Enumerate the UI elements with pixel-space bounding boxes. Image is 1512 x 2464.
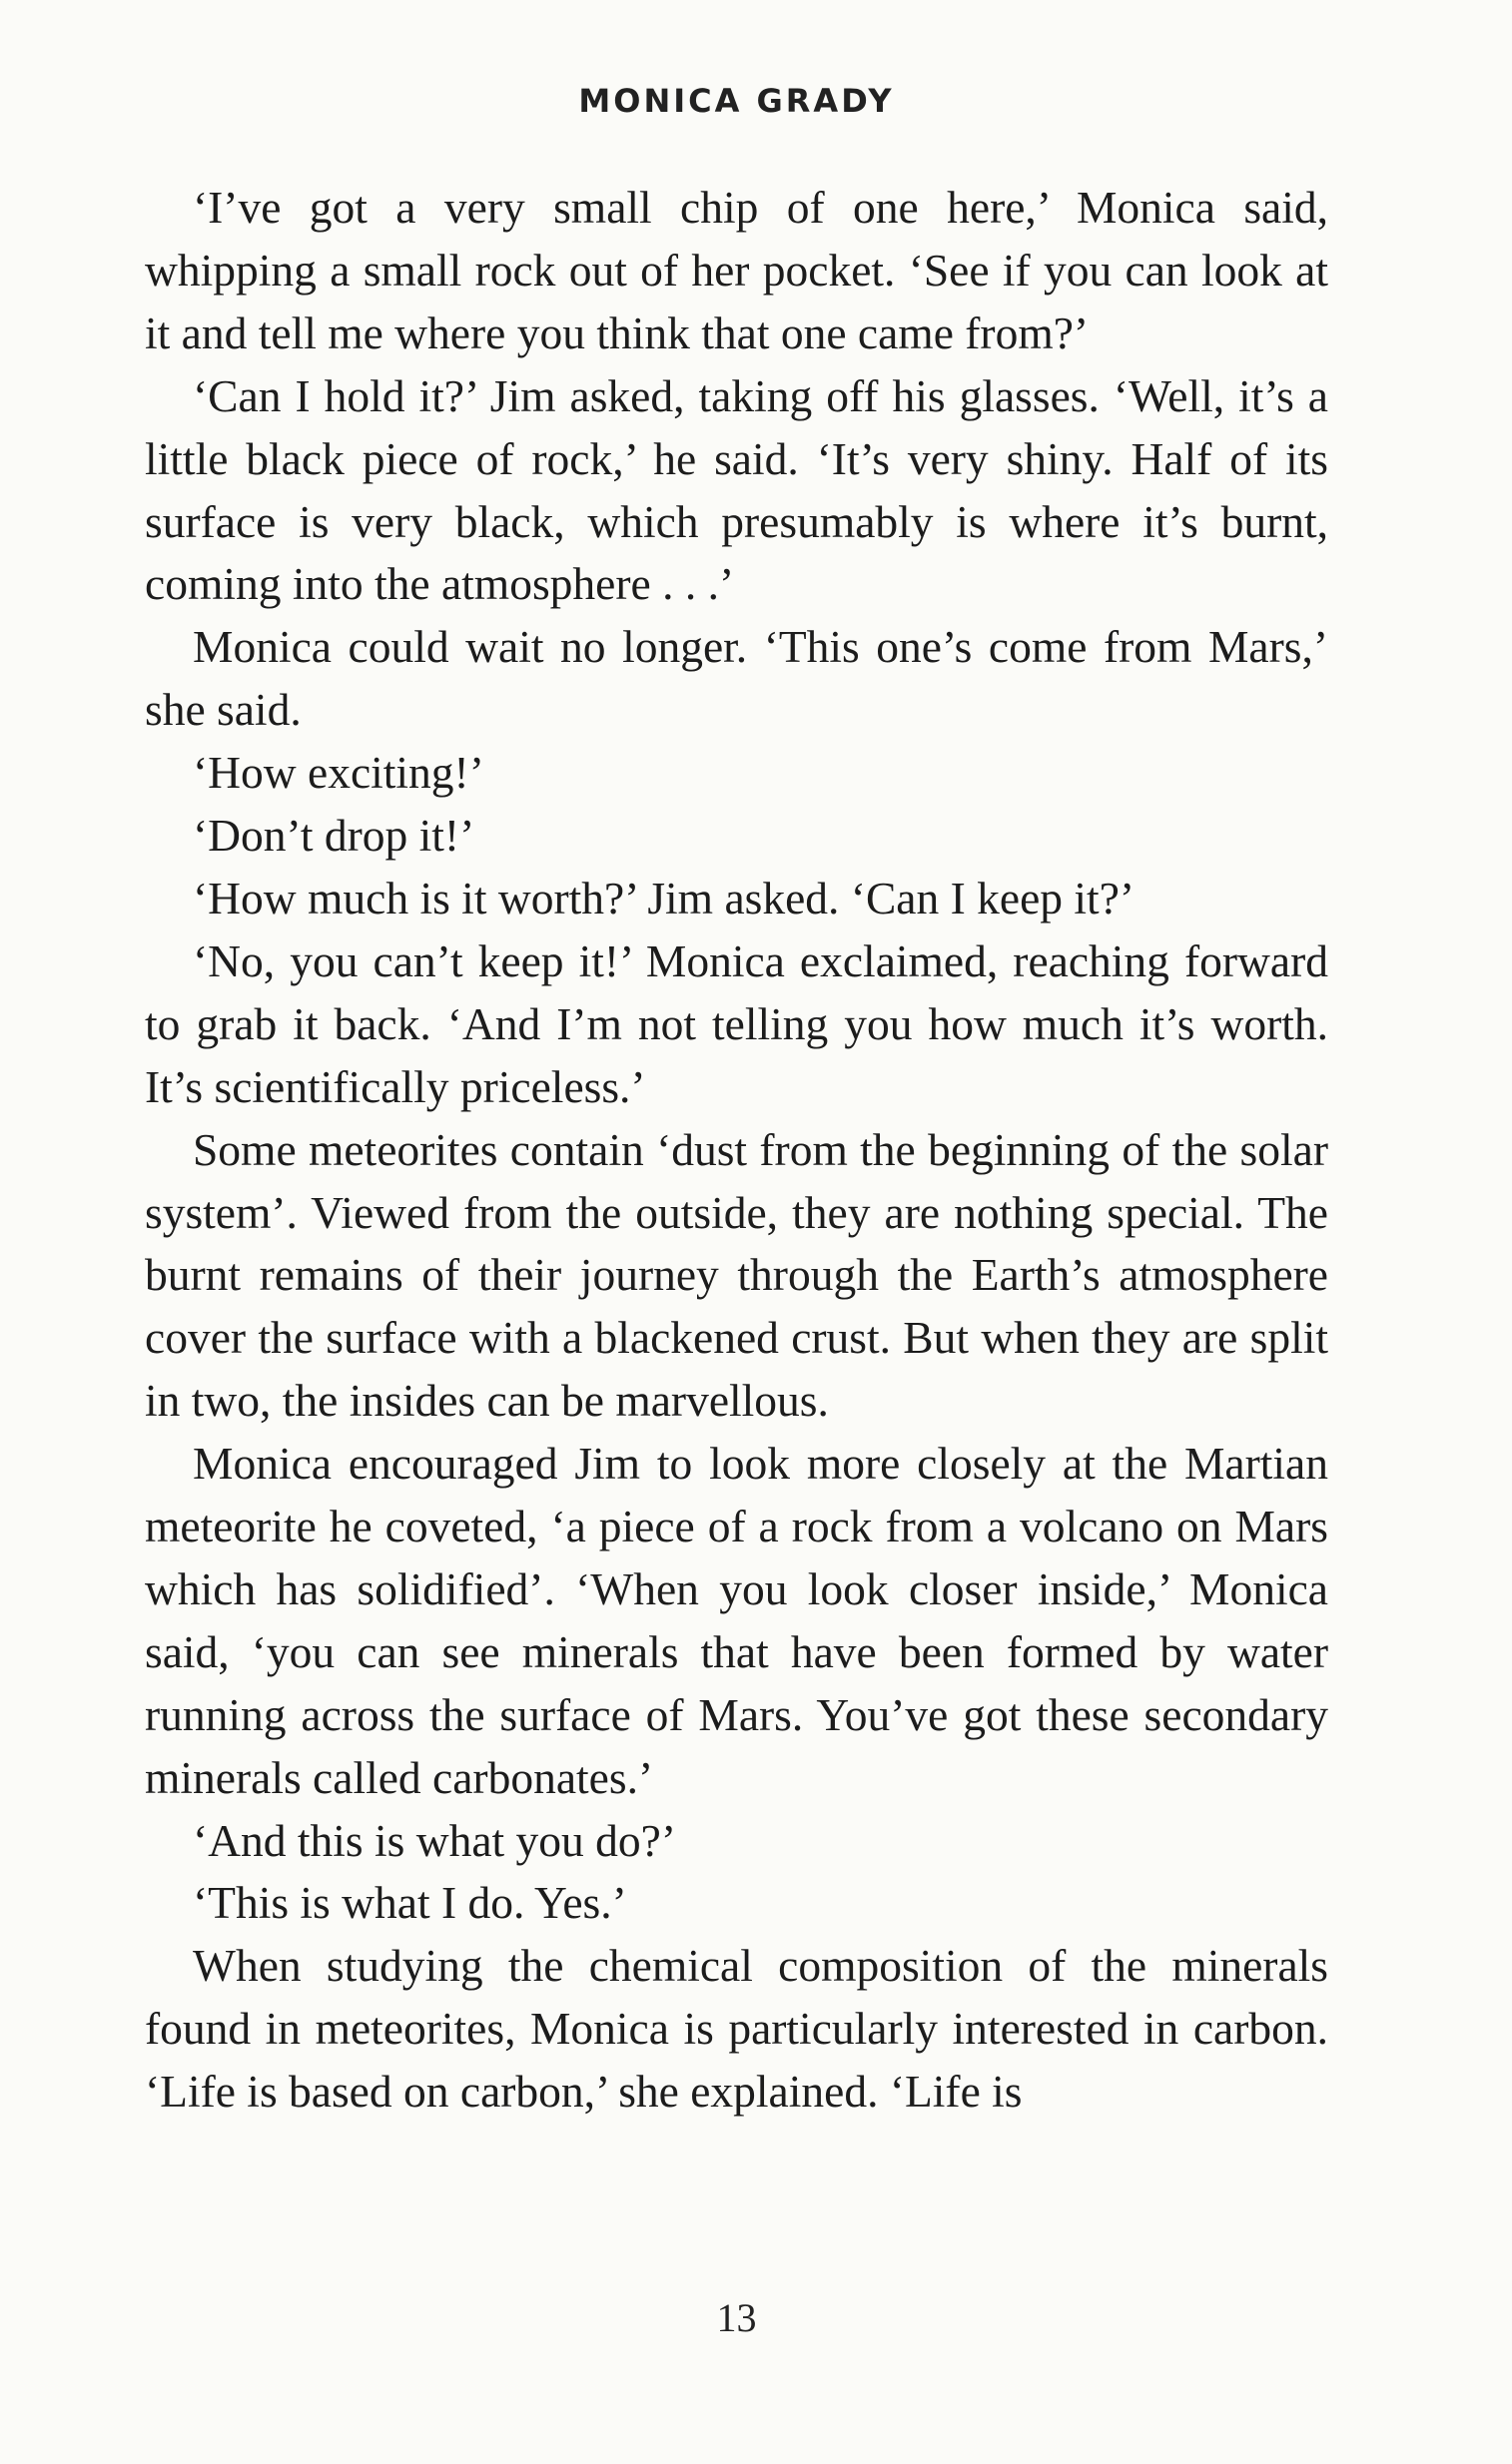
running-head: MONICA GRADY [578, 82, 895, 120]
paragraph: ‘No, you can’t keep it!’ Monica exclaimed, reaching forward to grab it back. ‘And I’m not telling you how much it’s worth. It’s scientifically priceless.’ [145, 934, 1328, 1112]
paragraph: ‘I’ve got a very small chip of one here,’ Monica said, whipping a small rock out of her pocket. ‘See if you can look at it and tell me where you think that one came from?’ [145, 182, 1328, 358]
paragraph: ‘Don’t drop it!’ [193, 810, 475, 862]
paragraph: ‘And this is what you do?’ [193, 1814, 677, 1866]
paragraph: ‘This is what I do. Yes.’ [193, 1877, 627, 1929]
paragraph: ‘How exciting!’ [193, 747, 484, 799]
paragraph: Monica encouraged Jim to look more closely at the Martian meteorite he coveted, ‘a piece of a rock from a volcano on Mars which has solidified’. ‘When you look closer inside,’ Monica said, ‘you can see minerals that have been formed by water running across the surface of Mars. You’ve got these secondary minerals called carbonates.’ [145, 1438, 1328, 1803]
book-page [145, 0, 1328, 2464]
paragraph: ‘Can I hold it?’ Jim asked, taking off his glasses. ‘Well, it’s a little black piece of rock,’ he said. ‘It’s very shiny. Half of its surface is very black, which presumably is where it’s burnt, coming into the atmosphere . . .’ [145, 369, 1328, 610]
body-text [145, 177, 1328, 2124]
paragraph: Monica could wait no longer. ‘This one’s come from Mars,’ she said. [145, 621, 1328, 736]
paragraph: ‘How much is it worth?’ Jim asked. ‘Can I keep it?’ [193, 872, 1135, 924]
page-number: 13 [716, 2295, 757, 2340]
paragraph: When studying the chemical composition of the minerals found in meteorites, Monica is particularly interested in carbon. ‘Life is based on carbon,’ she explained. ‘Life is [145, 1940, 1328, 2118]
paragraph: Some meteorites contain ‘dust from the beginning of the solar system’. Viewed from the outside, they are nothing special. The burnt remains of their journey through the Earth’s atmosphere cover the surface with a blackened crust. But when they are split in two, the insides can be marvellous. [145, 1123, 1328, 1427]
